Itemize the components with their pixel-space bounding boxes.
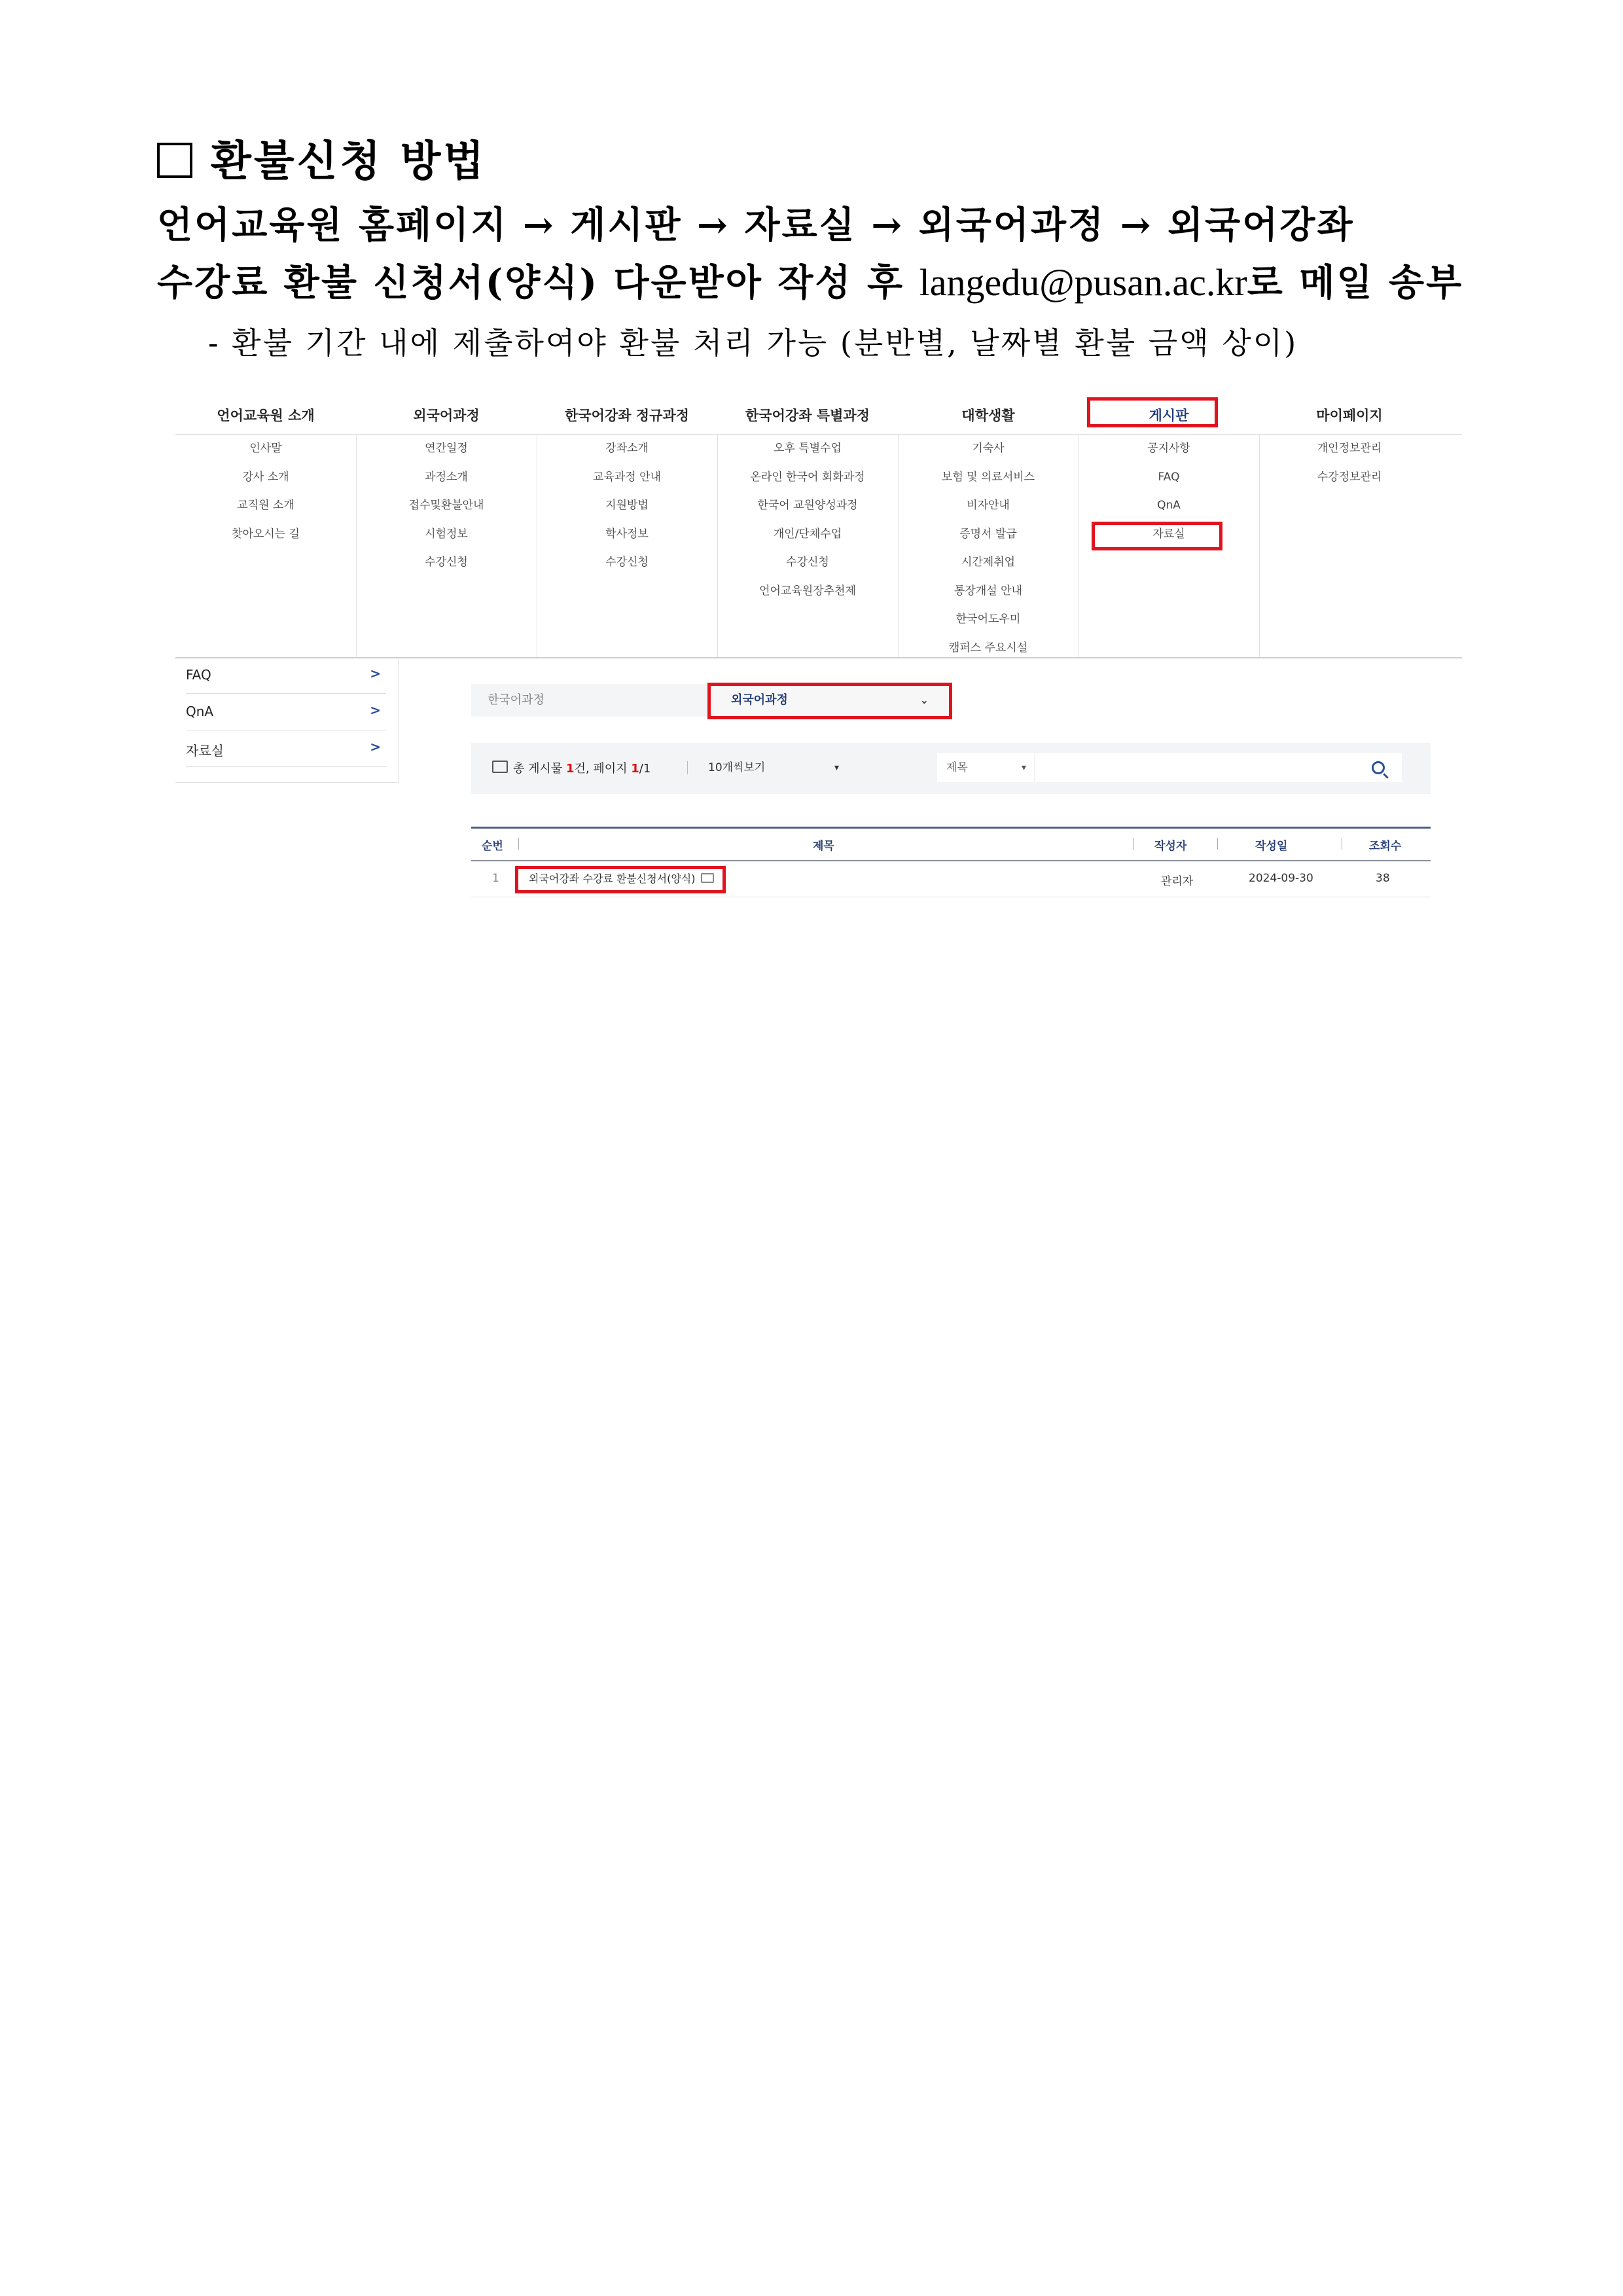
- row-no: 1: [492, 872, 499, 885]
- email-address: langedu@pusan.ac.kr: [919, 261, 1247, 304]
- menu-item[interactable]: 찾아오시는 길: [232, 527, 300, 541]
- search-input[interactable]: [1035, 753, 1402, 782]
- menu-item[interactable]: 수강신청: [786, 556, 829, 569]
- nav-about[interactable]: 언어교육원 소개: [217, 408, 315, 423]
- post-count: [513, 759, 651, 776]
- header-date: 작성일: [1255, 840, 1288, 853]
- website-screenshot: [175, 396, 1462, 920]
- menu-item[interactable]: 한국어 교원양성과정: [757, 499, 858, 512]
- row-author: 관리자: [1161, 875, 1194, 888]
- chevron-right-icon: >: [370, 666, 381, 681]
- per-page-value: 10개씩보기: [708, 761, 766, 774]
- menu-column: [356, 435, 537, 657]
- category-select-value: 외국어과정: [731, 693, 788, 707]
- menu-item[interactable]: 시간제취업: [961, 556, 1016, 569]
- menu-item[interactable]: 보험 및 의료서비스: [941, 470, 1035, 484]
- instruction-prefix: 수강료 환불 신청서(양식) 다운받아 작성 후: [157, 261, 919, 304]
- menu-item[interactable]: 과정소개: [425, 470, 468, 484]
- sidebar-item-faq[interactable]: [186, 658, 386, 694]
- section-title-text: 환불신청 방법: [211, 137, 487, 186]
- row-date: 2024-09-30: [1249, 872, 1313, 885]
- menu-item[interactable]: 접수및환불안내: [408, 499, 484, 512]
- menu-item-faq[interactable]: FAQ: [1158, 470, 1180, 484]
- menu-item[interactable]: 지원방법: [605, 499, 649, 512]
- table-row[interactable]: [471, 861, 1431, 897]
- menu-column: [717, 435, 899, 657]
- menu-item[interactable]: 교직원 소개: [237, 499, 294, 512]
- menu-column: [898, 435, 1079, 657]
- sidebar: [175, 658, 399, 783]
- top-navigation: [175, 396, 1462, 435]
- menu-column: [1259, 435, 1440, 657]
- menu-item[interactable]: 기숙사: [972, 442, 1005, 455]
- chevron-right-icon: >: [370, 739, 381, 755]
- caret-down-icon: ▾: [834, 762, 839, 773]
- chevron-down-icon: ⌄: [919, 694, 929, 706]
- category-tab-korean[interactable]: 한국어과정: [471, 684, 707, 717]
- menu-item-notice[interactable]: 공지사항: [1147, 442, 1190, 455]
- post-count-mid: 건, 페이지: [574, 762, 632, 776]
- search-field-value: 제목: [946, 761, 968, 774]
- highlight-archive: [1092, 522, 1222, 550]
- menu-item[interactable]: 통장개설 안내: [954, 584, 1022, 598]
- section-title: [157, 128, 486, 188]
- search-field-select[interactable]: [937, 753, 1034, 782]
- menu-item[interactable]: 온라인 한국어 회화과정: [750, 470, 865, 484]
- post-count-number: 1: [566, 762, 575, 776]
- nav-mypage[interactable]: 마이페이지: [1316, 408, 1383, 423]
- menu-item[interactable]: 오후 특별수업: [774, 442, 842, 455]
- sidebar-item-label: QnA: [186, 704, 214, 719]
- search-icon[interactable]: [1372, 761, 1385, 774]
- menu-item[interactable]: 강사 소개: [242, 470, 289, 484]
- menu-item[interactable]: 학사정보: [605, 527, 649, 541]
- chevron-right-icon: >: [370, 702, 381, 718]
- caret-down-icon: ▾: [1021, 762, 1026, 773]
- divider: [1217, 838, 1218, 850]
- sidebar-item-qna[interactable]: [186, 694, 386, 730]
- header-title: 제목: [813, 840, 834, 853]
- sidebar-item-label: 자료실: [186, 743, 224, 759]
- nav-board[interactable]: 게시판: [1149, 408, 1189, 423]
- menu-item[interactable]: 강좌소개: [605, 442, 649, 455]
- menu-item[interactable]: 개인/단체수업: [773, 527, 842, 541]
- table-header: [471, 827, 1431, 861]
- header-no: 순번: [482, 840, 503, 853]
- menu-item[interactable]: 한국어도우미: [955, 613, 1021, 626]
- menu-item[interactable]: 수강정보관리: [1317, 470, 1382, 484]
- sidebar-item-label: FAQ: [186, 667, 211, 683]
- menu-item[interactable]: 수강신청: [605, 556, 649, 569]
- row-title-text: 외국어강좌 수강료 환불신청서(양식): [529, 872, 696, 885]
- per-page-select[interactable]: [708, 753, 846, 782]
- highlight-category: [707, 683, 952, 719]
- navigation-path: 언어교육원 홈페이지 → 게시판 → 자료실 → 외국어과정 → 외국어강좌: [157, 204, 1355, 247]
- nav-campus-life[interactable]: 대학생활: [961, 408, 1015, 423]
- mega-menu: [175, 435, 1462, 658]
- board-search-bar: [471, 743, 1431, 794]
- row-views: 38: [1376, 872, 1390, 885]
- highlight-board: [1087, 397, 1218, 427]
- menu-item[interactable]: 개인정보관리: [1317, 442, 1382, 455]
- highlight-post: [515, 866, 726, 893]
- divider: [1133, 838, 1134, 850]
- menu-column: [175, 435, 357, 657]
- menu-item[interactable]: 연간일정: [425, 442, 468, 455]
- menu-item[interactable]: 비자안내: [967, 499, 1010, 512]
- instruction-line: [157, 254, 1463, 306]
- refund-note: - 환불 기간 내에 제출하여야 환불 처리 가능 (분반별, 날짜별 환불 금액 상이): [208, 325, 1298, 361]
- page-current: 1: [631, 762, 639, 776]
- menu-item[interactable]: 인사말: [249, 442, 282, 455]
- menu-item-archive[interactable]: 자료실: [1152, 527, 1185, 541]
- folder-icon: [492, 761, 508, 773]
- divider: [687, 761, 688, 774]
- post-count-prefix: 총 게시물: [513, 762, 566, 776]
- header-author: 작성자: [1154, 840, 1187, 853]
- menu-item[interactable]: 수강신청: [425, 556, 468, 569]
- instruction-suffix: 로 메일 송부: [1247, 261, 1464, 304]
- menu-item[interactable]: 증명서 발급: [959, 527, 1017, 541]
- header-views: 조회수: [1369, 840, 1402, 853]
- sidebar-item-archive[interactable]: [186, 731, 386, 767]
- board-table: [471, 827, 1431, 897]
- menu-item[interactable]: 교육과정 안내: [593, 470, 661, 484]
- menu-item[interactable]: 시험정보: [425, 527, 468, 541]
- divider: [518, 838, 519, 850]
- checkbox-square-icon: [157, 143, 192, 178]
- nav-korean-regular[interactable]: 한국어강좌 정규과정: [565, 408, 689, 423]
- nav-korean-special[interactable]: 한국어강좌 특별과정: [745, 408, 870, 423]
- menu-item-qna[interactable]: QnA: [1157, 499, 1181, 512]
- page-total: /1: [639, 762, 651, 776]
- menu-item[interactable]: 언어교육원장추천제: [759, 584, 856, 598]
- nav-foreign-language[interactable]: 외국어과정: [413, 408, 480, 423]
- menu-item[interactable]: 캠퍼스 주요시설: [948, 641, 1028, 655]
- menu-column: [537, 435, 718, 657]
